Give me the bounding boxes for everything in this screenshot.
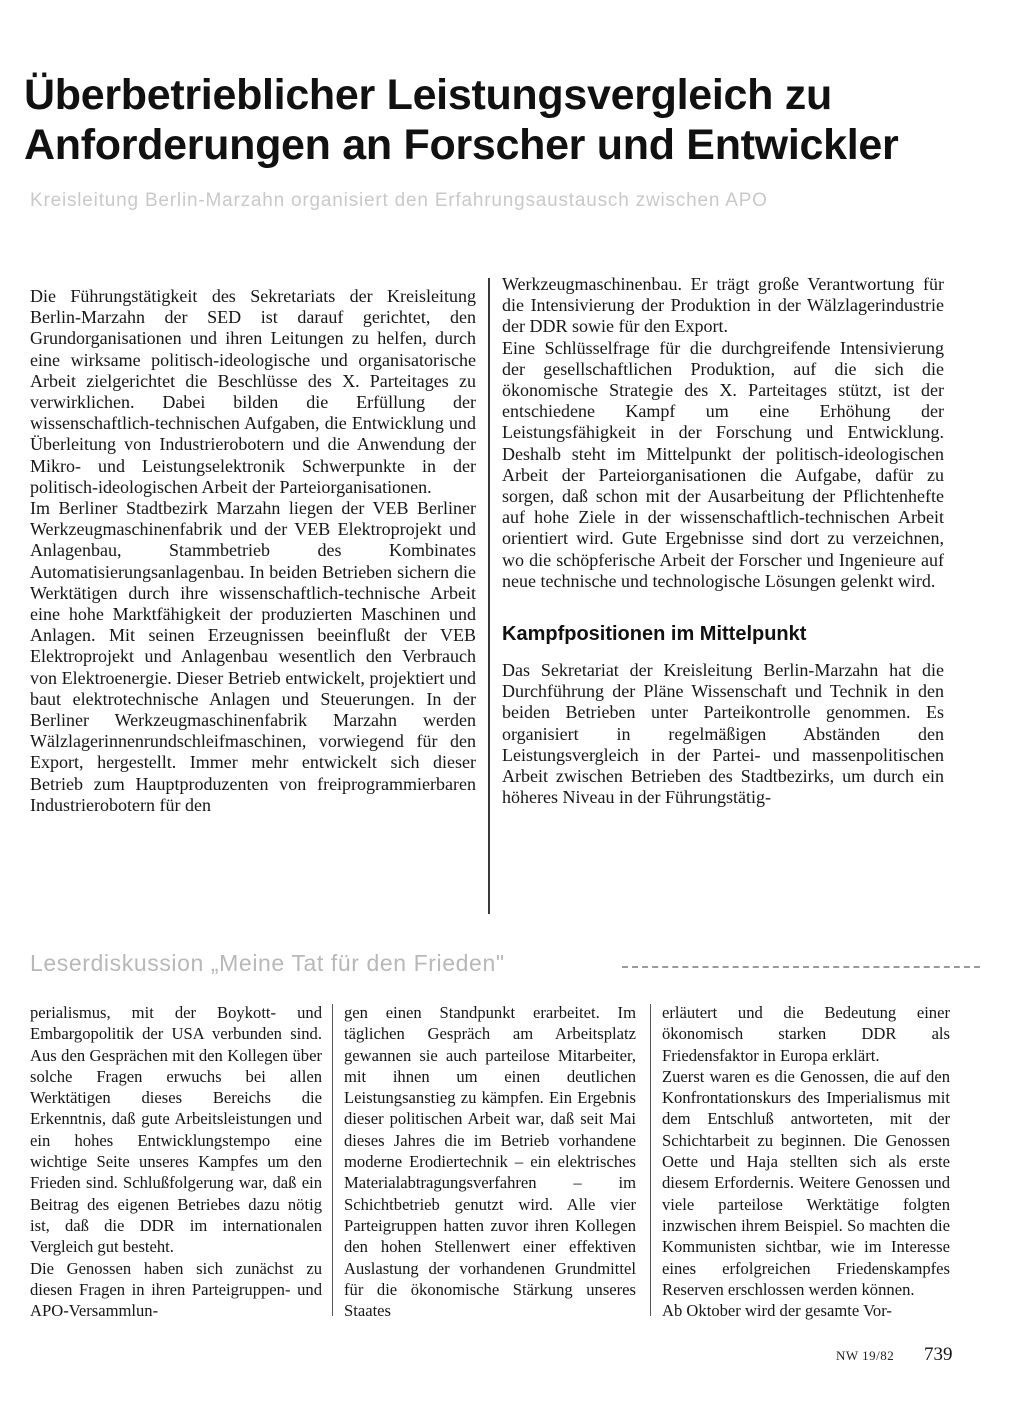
paragraph: perialismus, mit der Boykott- und Embargopolitik der USA verbunden sind. Aus den Gesprächen mit den Kollegen über solche Fragen erwuchs bei allen Werktätigen dieses Bereichs die Erkenntnis, daß gute Arbeitsleistungen und ein hohes Entwicklungstempo eine wichtige Seite unseres Kampfes um den Frieden sind. Schlußfolgerung war, daß ein Beitrag des eigenen Betriebes dazu nötig ist, daß die DDR im internationalen Vergleich gut besteht. bbox=[30, 1003, 322, 1257]
headline-line-2: Anforderungen an Forscher und Entwickler bbox=[24, 121, 899, 169]
paragraph: Das Sekretariat der Kreisleitung Berlin-Marzahn hat die Durchführung der Pläne Wissenschaft und Technik in den beiden Betrieben unter Parteikontrolle genommen. Es organisiert in regelmäßigen Abständen den Leistungsvergleich in der Partei- und massenpolitischen Arbeit zwischen Betrieben des Stadtbezirks, um durch ein höheres Niveau in der Führungstätig- bbox=[502, 660, 944, 808]
paragraph: gen einen Standpunkt erarbeitet. Im täglichen Gespräch am Arbeitsplatz gewannen sie auch parteilose Mitarbeiter, mit ihnen um einen deutlichen Leistungsanstieg zu kämpfen. Ein Ergebnis dieser politischen Arbeit war, daß seit Mai dieses Jahres die im Betrieb vorhandene moderne Erodiertechnik – ein elektrisches Materialabtragungsverfahren – im Schichtbetrieb genutzt wird. Alle vier Parteigruppen hatten zuvor ihren Kollegen den hohen Stellenwert einer effektiven Auslastung der vorhandenen Grundmittel für die ökonomische Stärkung unseres Staates bbox=[344, 1003, 636, 1321]
reader-discussion-band bbox=[30, 950, 980, 980]
paragraph: Eine Schlüsselfrage für die durchgreifende Intensivierung der gesellschaftlichen Produktion, auf die sich die ökonomische Strategie des X. Parteitages stützt, ist der entschiedene Kampf um eine Erhöhung der Leistungsfähigkeit in der Forschung und Entwicklung. Deshalb steht im Mittelpunkt der politisch-ideologischen Arbeit der Parteiorganisationen die Aufgabe, dafür zu sorgen, daß schon mit der Ausarbeitung der Pflichtenhefte auf hohe Ziele in der wissenschaftlich-technischen Arbeit orientiert wird. Gute Ergebnisse sind dort zu verzeichnen, wo die schöpferische Arbeit der Forscher und Ingenieure auf neue technische und technologische Lösungen gelenkt wird. bbox=[502, 337, 944, 591]
page-number: 739 bbox=[924, 1344, 953, 1365]
article-subheadline: Kreisleitung Berlin-Marzahn organisiert den Erfahrungsaustausch zwischen APO bbox=[30, 190, 768, 211]
paragraph: Werkzeugmaschinenbau. Er trägt große Verantwortung für die Intensivierung der Produktion in der Wälzlagerindustrie der DDR sowie für den Export. bbox=[502, 274, 944, 337]
column-divider bbox=[332, 1004, 333, 1316]
upper-left-column bbox=[30, 286, 476, 816]
paragraph: Ab Oktober wird der gesamte Vor- bbox=[662, 1301, 892, 1321]
article-headline bbox=[24, 70, 984, 170]
dashed-rule bbox=[622, 966, 980, 968]
lower-column-1 bbox=[30, 1002, 322, 1321]
paragraph: erläutert und die Bedeutung einer ökonomisch starken DDR als Friedensfaktor in Europa erklärt. bbox=[662, 1003, 950, 1065]
issue-reference: NW 19/82 bbox=[836, 1348, 895, 1363]
lower-column-3 bbox=[662, 1002, 950, 1321]
headline-line-1: Überbetrieblicher Leistungsvergleich zu bbox=[24, 71, 832, 119]
lower-column-2 bbox=[344, 1002, 636, 1321]
paragraph: Die Führungstätigkeit des Sekretariats der Kreisleitung Berlin-Marzahn der SED ist darauf gerichtet, den Grundorganisationen und ihren Leitungen zu helfen, durch eine wirksame politisch-ideologische und organisatorische Arbeit zielgerichtet die Beschlüsse des X. Parteitages zu verwirklichen. Dabei bilden die Erfüllung der wissenschaftlich-technischen Aufgaben, die Entwicklung und Überleitung von Industrierobotern und die Anwendung der Mikro- und Leistungselektronik Schwerpunkte in der politisch-ideologischen Arbeit der Parteiorganisationen. bbox=[30, 286, 476, 497]
paragraph: Die Genossen haben sich zunächst zu diesen Fragen in ihren Parteigruppen- und APO-Versammlun- bbox=[30, 1258, 322, 1321]
paragraph: Im Berliner Stadtbezirk Marzahn liegen der VEB Berliner Werkzeugmaschinenfabrik und der VEB Elektroprojekt und Anlagenbau, Stammbetrieb des Kombinates Automatisierungsanlagenbau. In beiden Betrieben sichern die Werktätigen durch ihre wissenschaftlich-technische Arbeit eine hohe Marktfähigkeit der produzierten Maschinen und Anlagen. Mit seinen Erzeugnissen beeinflußt der VEB Elektroprojekt und Anlagenbau wesentlich den Verbrauch von Elektroenergie. Dieser Betrieb entwickelt, projektiert und baut elektrotechnische Anlagen und Steuerungen. In der Berliner Werkzeugmaschinenfabrik Marzahn werden Wälzlagerinnenrundschleifmaschinen, vorwiegend für den Export, hergestellt. Immer mehr entwickelt sich dieser Betrieb zum Hauptproduzenten von freiprogrammierbaren Industrierobotern für den bbox=[30, 498, 476, 815]
section-heading: Kampfpositionen im Mittelpunkt bbox=[502, 623, 807, 646]
upper-right-column bbox=[502, 274, 944, 808]
paragraph: Zuerst waren es die Genossen, die auf den Konfrontationskurs des Imperialismus mit dem Entschluß antworteten, mit der Schichtarbeit zu beginnen. Die Genossen Oette und Haja stellten sich als erste diesem Erfordernis. Weitere Genossen und viele parteilose Werktätige folgten inzwischen ihrem Beispiel. So machten die Kommunisten sichtbar, wie im Interesse eines erfolgreichen Friedenskampfes Reserven erschlossen werden können. bbox=[662, 1066, 950, 1299]
column-divider bbox=[650, 1004, 651, 1316]
column-divider bbox=[488, 278, 490, 914]
reader-discussion-label: Leserdiskussion „Meine Tat für den Frieden" bbox=[30, 950, 505, 976]
